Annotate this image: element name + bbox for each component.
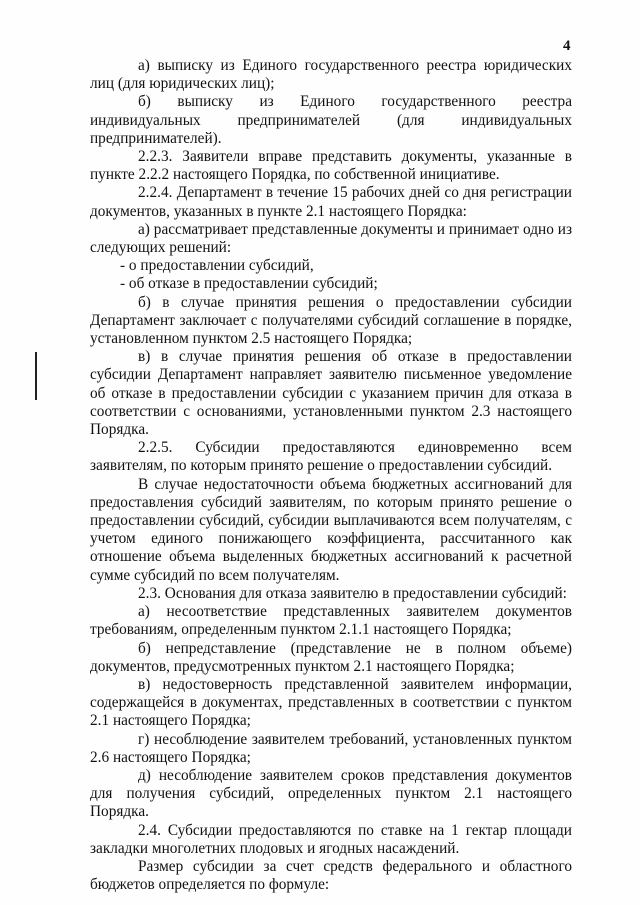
paragraph-2-3-b: б) непредставление (представление не в полном объеме) документов, предусмотренных пунктом 2.1 настоящего Порядка; (90, 639, 572, 675)
paragraph-2-2-3: 2.2.3. Заявители вправе представить документы, указанные в пункте 2.2.2 настоящего Порядка, по собственной инициативе. (90, 148, 572, 184)
paragraph-2-3-a: а) несоответствие представленных заявителем документов требованиям, определенным пунктом 2.1.1 настоящего Порядка; (90, 603, 572, 639)
paragraph-2-4: 2.4. Субсидии предоставляются по ставке на 1 гектар площади закладки многолетних плодовых и ягодных насаждений. (90, 821, 572, 857)
page-number: 4 (563, 38, 571, 54)
paragraph-2-2-4-b: б) в случае принятия решения о предоставлении субсидии Департамент заключает с получателями субсидий соглашение в порядке, установленном пунктом 2.5 настоящего Порядка; (90, 293, 572, 348)
paragraph-2-2-4: 2.2.4. Департамент в течение 15 рабочих дней со дня регистрации документов, указанных в пункте 2.1 настоящего Порядка: (90, 184, 572, 220)
document-body (90, 57, 572, 894)
paragraph-extract-legal: а) выписку из Единого государственного реестра юридических лиц (для юридических лиц); (90, 57, 572, 93)
paragraph-2-3: 2.3. Основания для отказа заявителю в предоставлении субсидий: (138, 584, 567, 602)
paragraph-2-3-g: г) несоблюдение заявителем требований, установленных пунктом 2.6 настоящего Порядка; (90, 730, 572, 766)
paragraph-2-2-4-a: а) рассматривает представленные документы и принимает одно из следующих решений: (90, 220, 572, 257)
paragraph-insufficient-funds: В случае недостаточности объема бюджетных ассигнований для предоставления субсидий заявителям, по которым принято решение о предоставлении субсидий, субсидии выплачиваются всем получателям, с учетом единого понижающего коэффициента, рассчитанного как отношение объема выделенных бюджетных ассигнований к расчетной сумме субсидий по всем получателям. (90, 475, 572, 584)
dash-item-refusal: - об отказе в предоставлении субсидий; (120, 275, 378, 293)
paragraph-2-2-4-v: в) в случае принятия решения об отказе в предоставлении субсидии Департамент направляет заявителю письменное уведомление об отказе в предоставлении субсидии с указанием причин для отказа в соответствии с основаниями, установленными пунктом 2.3 настоящего Порядка. (90, 348, 572, 439)
paragraph-2-2-5: 2.2.5. Субсидии предоставляются единовременно всем заявителям, по которым принято решение о предоставлении субсидий. (90, 439, 572, 475)
paragraph-2-3-v: в) недостоверность представленной заявителем информации, содержащейся в документах, представленных в соответствии с пунктом 2.1 настоящего Порядка; (90, 675, 572, 730)
paragraph-subsidy-size: Размер субсидии за счет средств федерального и областного бюджетов определяется по формуле: (90, 857, 572, 894)
dash-item-grant: - о предоставлении субсидий, (120, 257, 314, 275)
paragraph-2-3-d: д) несоблюдение заявителем сроков представления документов для получения субсидий, определенных пунктом 2.1 настоящего Порядка. (90, 766, 572, 821)
margin-mark (35, 352, 37, 400)
paragraph-extract-individual: б) выписку из Единого государственного реестра индивидуальных предпринимателей (для индивидуальных предпринимателей). (90, 93, 572, 147)
